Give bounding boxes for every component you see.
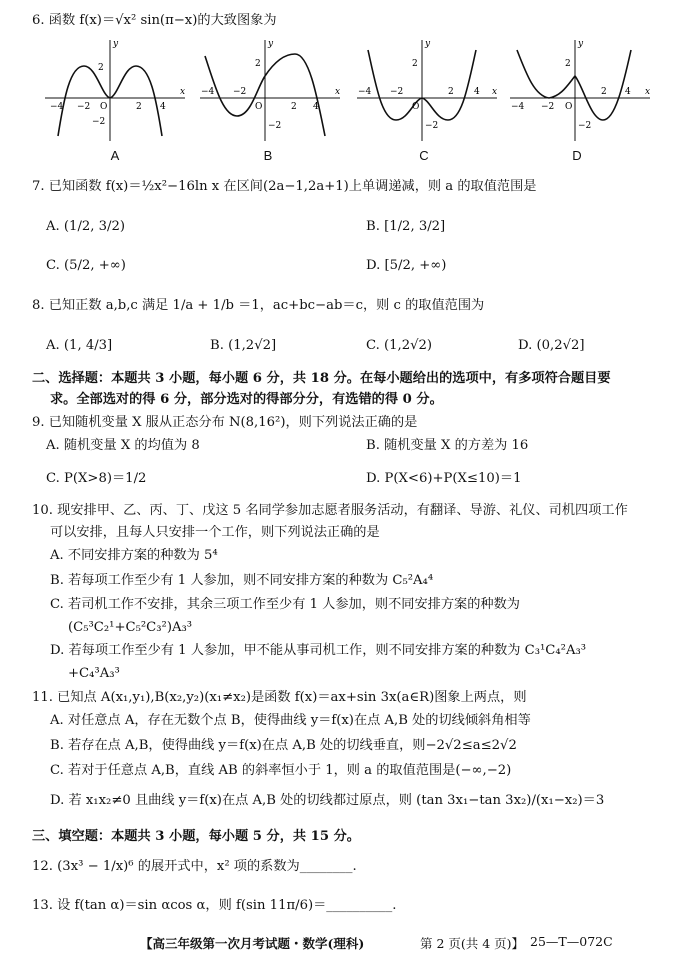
- axis-x-label: x: [180, 87, 186, 97]
- tick-label: −2: [578, 121, 592, 131]
- curve: [517, 50, 631, 120]
- axis-y-label: y: [578, 39, 584, 49]
- q10-option-a: A. 不同安排方案的种数为 5⁴: [50, 548, 218, 563]
- tick-label: −4: [358, 87, 372, 97]
- axis-y-label: y: [113, 39, 119, 49]
- tick-label: −2: [77, 102, 91, 112]
- q10-option-b: B. 若每项工作至少有 1 人参加，则不同安排方案的种数为 C₅²A₄⁴: [50, 573, 434, 588]
- origin-label: O: [412, 102, 420, 112]
- tick-label: 2: [291, 102, 297, 112]
- tick-label: 4: [625, 87, 631, 97]
- tick-label: −4: [511, 102, 525, 112]
- q9-option-d: D. P(X<6)+P(X≤10)＝1: [366, 471, 522, 486]
- tick-label: −2: [92, 117, 106, 127]
- q8-option-b: B. (1,2√2]: [210, 338, 277, 353]
- axis-y-label: y: [268, 39, 274, 49]
- q11-option-a: A. 对任意点 A，存在无数个点 B，使得曲线 y＝f(x)在点 A,B 处的切线倾斜角相等: [50, 713, 531, 728]
- q7-option-a: A. (1/2, 3/2): [46, 219, 126, 234]
- q13-stem: 13. 设 f(tan α)＝sin αcos α，则 f(sin 11π/6)＝__________.: [32, 898, 397, 913]
- q12-stem: 12. (3x³ − 1/x)⁶ 的展开式中，x² 项的系数为________.: [32, 859, 357, 874]
- origin-label: O: [565, 102, 573, 112]
- q7-option-c: C. (5/2, +∞): [46, 258, 126, 273]
- tick-label: 2: [565, 59, 571, 69]
- tick-label: −2: [425, 121, 439, 131]
- q7-stem: 7. 已知函数 f(x)＝½x²−16ln x 在区间(2a−1,2a+1)上单调递减，则 a 的取值范围是: [32, 179, 537, 194]
- q6-stem: 6. 函数 f(x)＝√x² sin(π−x)的大致图象为: [32, 13, 277, 28]
- tick-label: 4: [474, 87, 480, 97]
- section2-heading-line1: 二、选择题：本题共 3 小题，每小题 6 分，共 18 分。在每小题给出的选项中，有多项符合题目要: [32, 371, 611, 386]
- q9-option-a: A. 随机变量 X 的均值为 8: [46, 438, 200, 453]
- q11-stem: 11. 已知点 A(x₁,y₁),B(x₂,y₂)(x₁≠x₂)是函数 f(x)＝ax+sin 3x(a∈R)图象上两点，则: [32, 690, 527, 705]
- q8-option-a: A. (1, 4/3]: [46, 338, 113, 353]
- q10-stem-line2: 可以安排，且每人只安排一个工作，则下列说法正确的是: [50, 525, 380, 540]
- tick-label: −2: [268, 121, 282, 131]
- q8-option-d: D. (0,2√2]: [518, 338, 585, 353]
- q6-graph-d-svg: [505, 36, 655, 144]
- axis-y-label: y: [425, 39, 431, 49]
- tick-label: −2: [541, 102, 555, 112]
- q8-option-c: C. (1,2√2): [366, 338, 433, 353]
- tick-label: 2: [448, 87, 454, 97]
- q6-label-a: A: [110, 148, 120, 163]
- origin-label: O: [100, 102, 108, 112]
- q9-option-c: C. P(X>8)＝1/2: [46, 471, 147, 486]
- q6-graph-a-svg: [40, 36, 190, 144]
- q11-option-c: C. 若对于任意点 A,B，直线 AB 的斜率恒小于 1，则 a 的取值范围是(−∞,−2): [50, 763, 512, 778]
- tick-label: 2: [136, 102, 142, 112]
- q7-option-d: D. [5/2, +∞): [366, 258, 447, 273]
- q6-graph-d: [505, 36, 655, 164]
- tick-label: 4: [313, 102, 319, 112]
- axis-x-label: x: [492, 87, 498, 97]
- section3-heading: 三、填空题：本题共 3 小题，每小题 5 分，共 15 分。: [32, 829, 360, 844]
- tick-label: −4: [50, 102, 64, 112]
- q6-graph-b: [195, 36, 345, 164]
- q10-option-d-line1: D. 若每项工作至少有 1 人参加，甲不能从事司机工作，则不同安排方案的种数为 C₃¹C₄²A₃³: [50, 643, 587, 658]
- q9-stem: 9. 已知随机变量 X 服从正态分布 N(8,16²)，则下列说法正确的是: [32, 415, 418, 430]
- footer-title: 【高三年级第一次月考试题・数学(理科): [140, 936, 365, 951]
- q11-option-d: D. 若 x₁x₂≠0 且曲线 y＝f(x)在点 A,B 处的切线都过原点，则 (tan 3x₁−tan 3x₂)/(x₁−x₂)＝3: [50, 793, 605, 808]
- q6-graph-a: [40, 36, 190, 164]
- tick-label: −2: [390, 87, 404, 97]
- tick-label: 2: [601, 87, 607, 97]
- footer-code: 25—T—072C: [530, 934, 613, 949]
- q9-option-b: B. 随机变量 X 的方差为 16: [366, 438, 529, 453]
- axis-x-label: x: [645, 87, 651, 97]
- tick-label: 2: [412, 59, 418, 69]
- tick-label: −4: [201, 87, 215, 97]
- q11-option-b: B. 若存在点 A,B，使得曲线 y＝f(x)在点 A,B 处的切线垂直，则−2√2≤a≤2√2: [50, 738, 517, 753]
- q6-graph-c-svg: [352, 36, 502, 144]
- q6-label-b: B: [263, 148, 273, 163]
- tick-label: 2: [98, 63, 104, 73]
- tick-label: 2: [255, 59, 261, 69]
- section2-heading-line2: 求。全部选对的得 6 分，部分选对的得部分分，有选错的得 0 分。: [50, 392, 443, 407]
- q10-option-c-line2: (C₅³C₂¹+C₅²C₃²)A₃³: [68, 620, 193, 635]
- q6-label-d: D: [572, 148, 582, 163]
- q6-graph-b-svg: [195, 36, 345, 144]
- origin-label: O: [255, 102, 263, 112]
- tick-label: −2: [233, 87, 247, 97]
- q10-stem-line1: 10. 现安排甲、乙、丙、丁、戊这 5 名同学参加志愿者服务活动，有翻译、导游、礼仪、司机四项工作: [32, 503, 628, 518]
- q10-option-d-line2: +C₄³A₃³: [68, 666, 120, 681]
- q10-option-c-line1: C. 若司机工作不安排，其余三项工作至少有 1 人参加，则不同安排方案的种数为: [50, 597, 520, 612]
- q6-graph-c: [352, 36, 502, 164]
- axis-x-label: x: [335, 87, 341, 97]
- q7-option-b: B. [1/2, 3/2]: [366, 219, 446, 234]
- footer-page-number: 第 2 页(共 4 页)】: [420, 936, 525, 951]
- tick-label: 4: [160, 102, 166, 112]
- q6-label-c: C: [419, 148, 429, 163]
- q8-stem: 8. 已知正数 a,b,c 满足 1/a + 1/b ＝1，ac+bc−ab＝c，则 c 的取值范围为: [32, 298, 485, 313]
